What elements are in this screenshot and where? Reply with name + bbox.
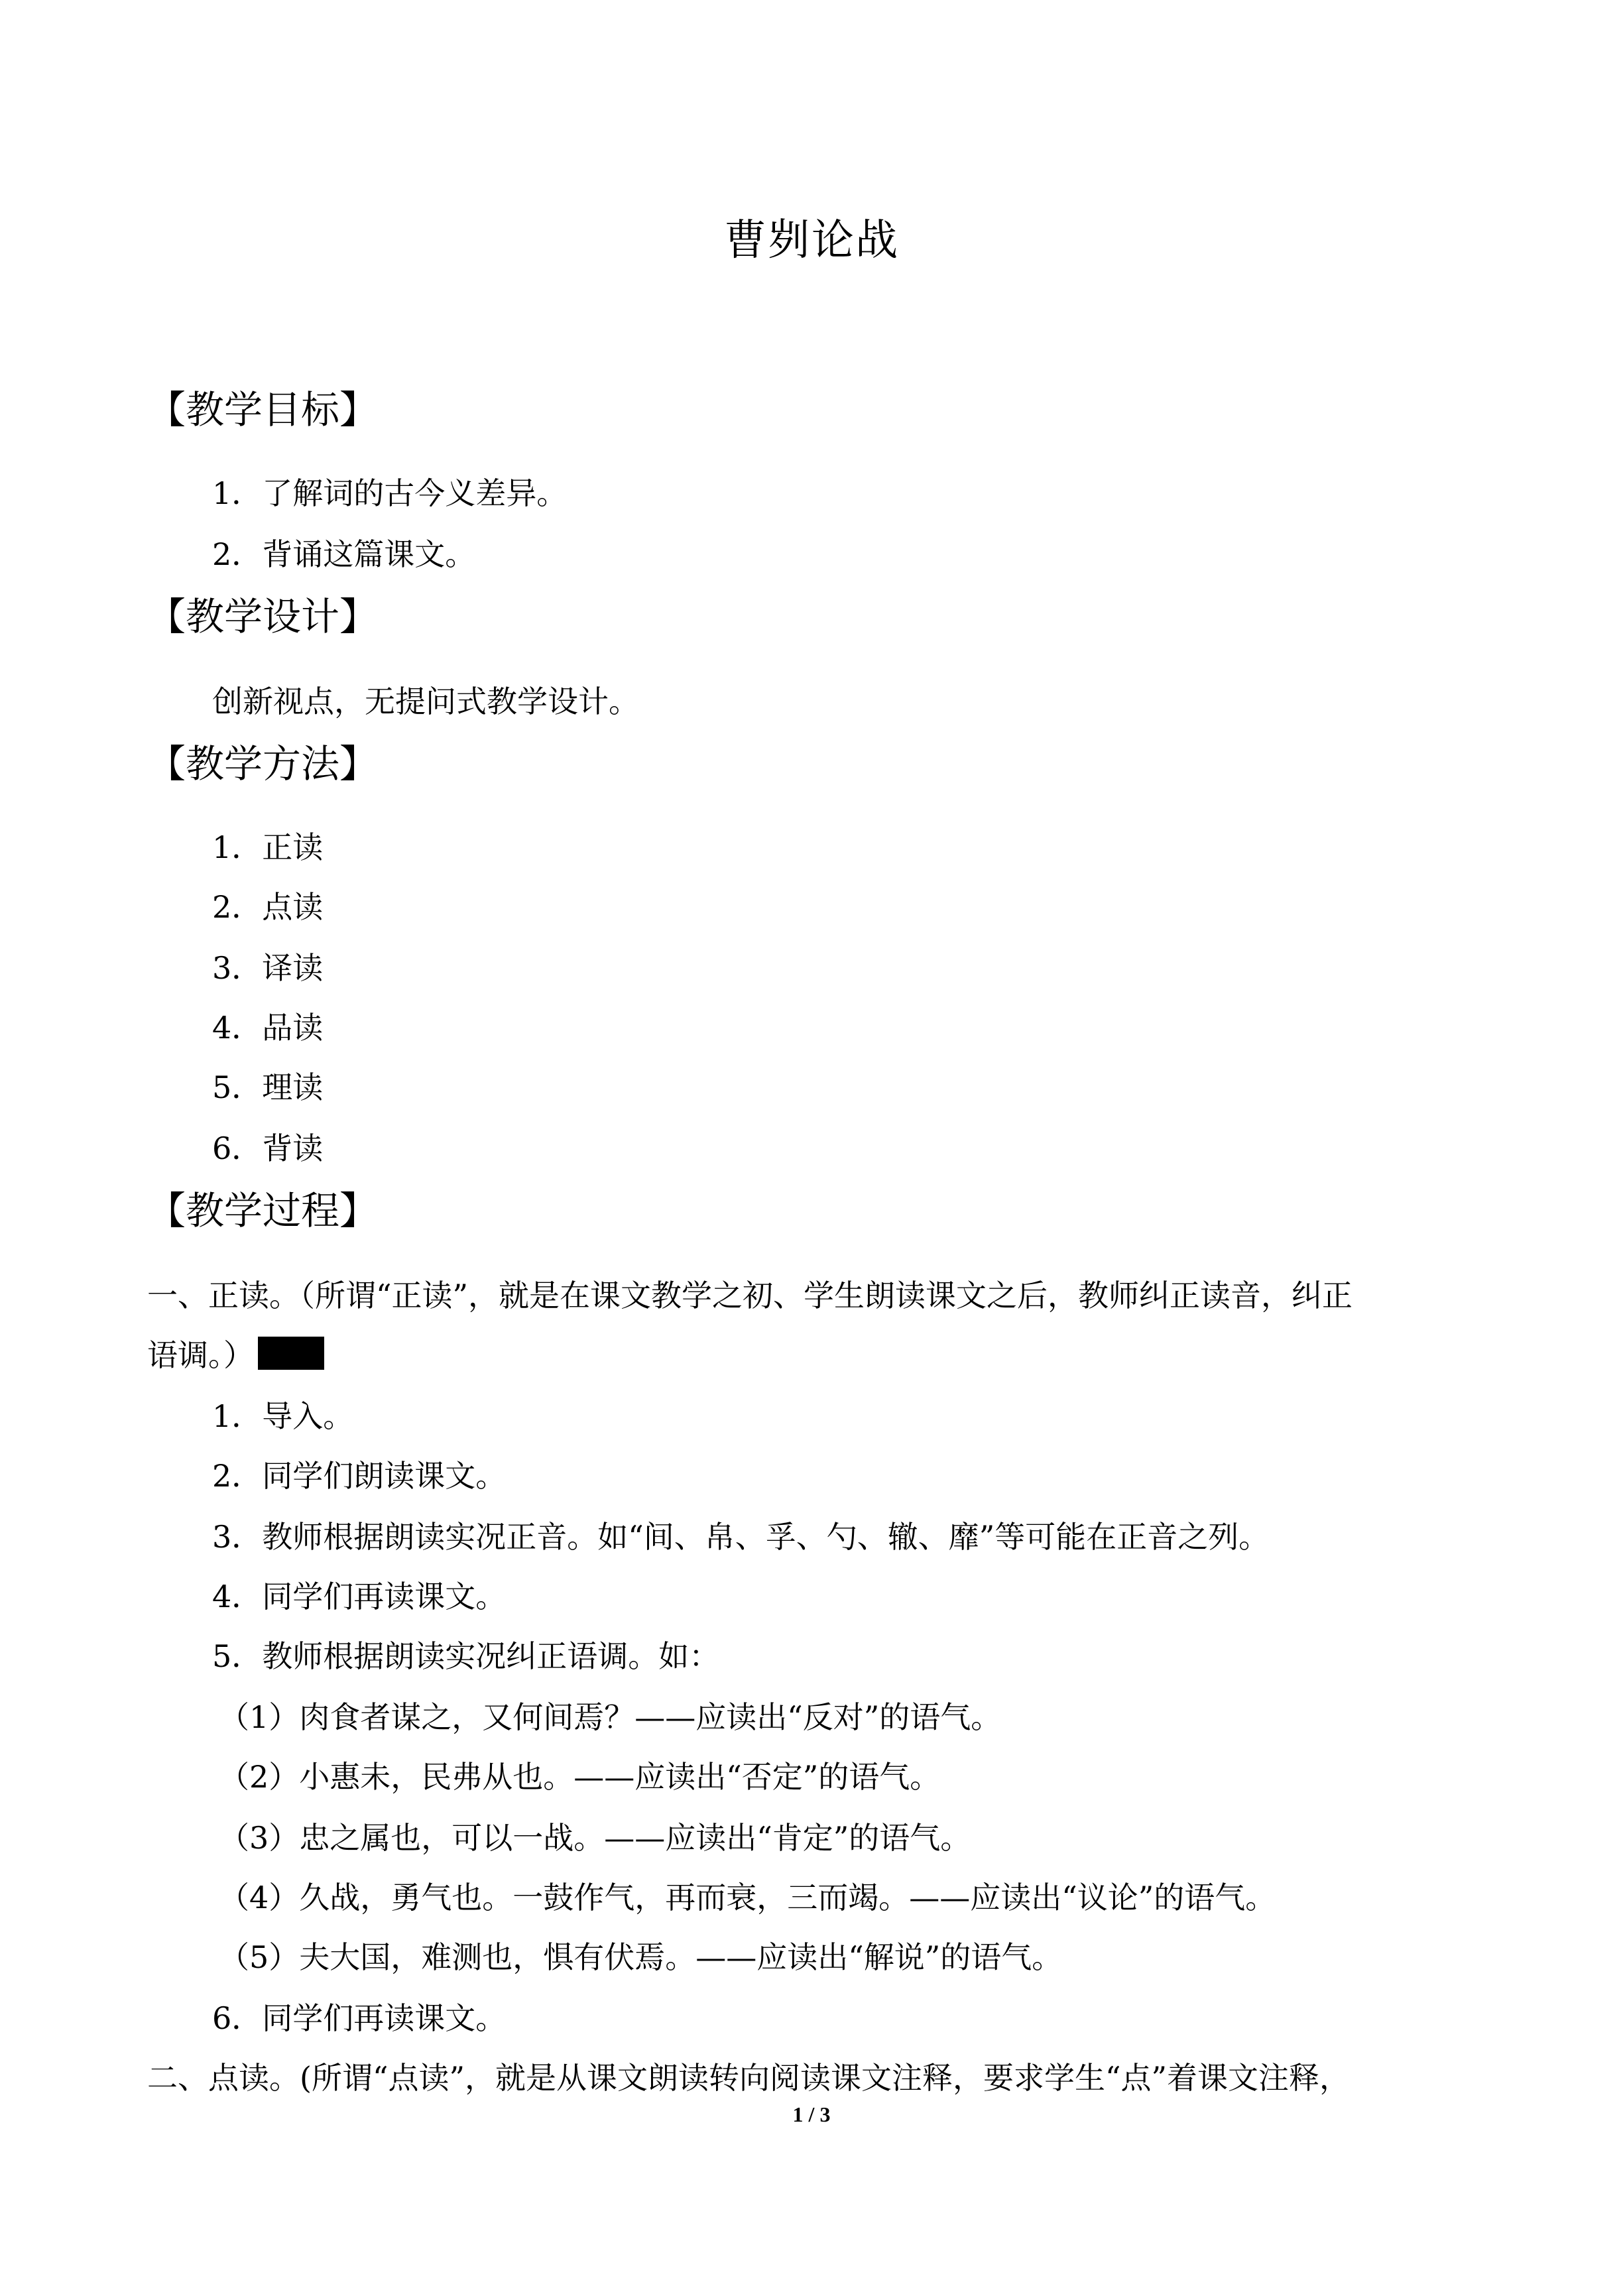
process-step: 6．同学们再读课文。 xyxy=(212,2000,507,2036)
process-part2-line1: 二、点读。(所谓“点读”，就是从课文朗读转向阅读课文注释，要求学生“点”着课文注释， xyxy=(147,2060,1351,2096)
method-item: 6．背读 xyxy=(212,1130,324,1166)
heading-methods: 【教学方法】 xyxy=(147,741,379,786)
process-step: 5．教师根据朗读实况纠正语调。如： xyxy=(212,1638,720,1674)
heading-process: 【教学过程】 xyxy=(147,1188,379,1233)
objective-item: 2．背诵这篇课文。 xyxy=(212,536,476,572)
process-part1-line2 xyxy=(147,1334,324,1376)
design-text: 创新视点，无提问式教学设计。 xyxy=(212,684,639,719)
process-part1-line1: 一、正读。（所谓“正读”，就是在课文教学之初、学生朗读课文之后，教师纠正读音，纠正 xyxy=(147,1278,1353,1313)
method-item: 3．译读 xyxy=(212,950,324,986)
method-item: 2．点读 xyxy=(212,889,324,925)
page-number: 1 / 3 xyxy=(792,2102,831,2126)
process-step: 4．同学们再读课文。 xyxy=(212,1579,507,1614)
process-example: （4）久战，勇气也。一鼓作气，再而衰，三而竭。——应读出“议论”的语气。 xyxy=(219,1880,1276,1915)
process-step: 3．教师根据朗读实况正音。如“间、帛、孚、勺、辙、靡”等可能在正音之列。 xyxy=(212,1519,1270,1555)
heading-objectives: 【教学目标】 xyxy=(147,387,379,432)
process-step: 2．同学们朗读课文。 xyxy=(212,1458,507,1494)
method-item: 5．理读 xyxy=(212,1069,324,1105)
process-example: （5）夫大国，难测也，惧有伏焉。——应读出“解说”的语气。 xyxy=(219,1939,1063,1975)
heading-design: 【教学设计】 xyxy=(147,594,379,639)
redaction-block xyxy=(258,1337,324,1370)
method-item: 1．正读 xyxy=(212,829,324,865)
process-example: （1）肉食者谋之，又何间焉？——应读出“反对”的语气。 xyxy=(219,1699,1002,1735)
process-step: 1．导入。 xyxy=(212,1398,354,1434)
page-title: 曹刿论战 xyxy=(724,216,899,265)
objective-item: 1．了解词的古今义差异。 xyxy=(212,475,568,511)
process-example: （3）忠之属也，可以一战。——应读出“肯定”的语气。 xyxy=(219,1820,971,1856)
process-example: （2）小惠未，民弗从也。——应读出“否定”的语气。 xyxy=(219,1759,941,1795)
process-part1-line2-text: 语调。） xyxy=(147,1337,254,1373)
method-item: 4．品读 xyxy=(212,1010,324,1046)
